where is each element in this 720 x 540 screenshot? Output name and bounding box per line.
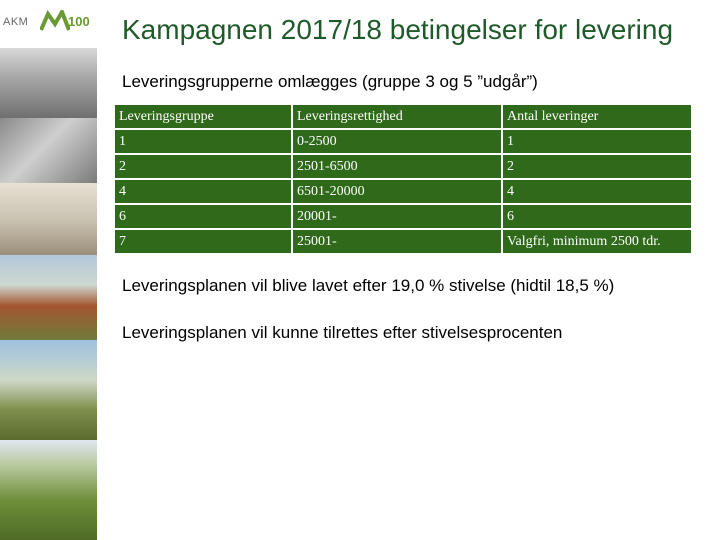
table-row bbox=[115, 130, 691, 153]
table-row bbox=[115, 230, 691, 253]
table-cell: 4 bbox=[115, 180, 291, 203]
table-cell: 2 bbox=[503, 155, 691, 178]
table-cell: 20001- bbox=[293, 205, 501, 228]
image-strip bbox=[0, 0, 97, 540]
table-cell: 2 bbox=[115, 155, 291, 178]
table-row bbox=[115, 155, 691, 178]
adjustment-note: Leveringsplanen vil kunne tilrettes efter stivelsesprocenten bbox=[122, 323, 563, 342]
silo-photo bbox=[0, 340, 97, 440]
logo-number: 100 bbox=[68, 14, 90, 29]
table-row bbox=[115, 180, 691, 203]
delivery-plan-note: Leveringsplanen vil blive lavet efter 19,0 % stivelse (hidtil 18,5 %) bbox=[122, 276, 615, 295]
table-cell: Valgfri, minimum 2500 tdr. bbox=[503, 230, 691, 253]
logo-mark-icon bbox=[40, 10, 70, 32]
table-row bbox=[115, 205, 691, 228]
logo-text: AKM bbox=[3, 16, 29, 28]
subtitle: Leveringsgrupperne omlægges (gruppe 3 og 5 ”udgår”) bbox=[122, 72, 538, 91]
historic-factory-photo bbox=[0, 183, 97, 255]
column-header: Leveringsrettighed bbox=[293, 105, 501, 128]
table-cell: 6 bbox=[503, 205, 691, 228]
table-cell: 1 bbox=[503, 130, 691, 153]
column-header: Antal leveringer bbox=[503, 105, 691, 128]
potato-field-photo bbox=[0, 440, 97, 540]
table-cell: 25001- bbox=[293, 230, 501, 253]
delivery-table bbox=[113, 103, 693, 255]
page-title: Kampagnen 2017/18 betingelser for levering bbox=[122, 14, 674, 45]
table-cell: 1 bbox=[115, 130, 291, 153]
column-header: Leveringsgruppe bbox=[115, 105, 291, 128]
akm-logo bbox=[0, 0, 97, 48]
field-workers-photo bbox=[0, 48, 97, 118]
machinery-photo bbox=[0, 118, 97, 183]
table-cell: 6501-20000 bbox=[293, 180, 501, 203]
table-header-row bbox=[115, 105, 691, 128]
table-cell: 7 bbox=[115, 230, 291, 253]
modern-factory-photo bbox=[0, 255, 97, 340]
table-cell: 2501-6500 bbox=[293, 155, 501, 178]
table-cell: 4 bbox=[503, 180, 691, 203]
table-cell: 6 bbox=[115, 205, 291, 228]
table-cell: 0-2500 bbox=[293, 130, 501, 153]
